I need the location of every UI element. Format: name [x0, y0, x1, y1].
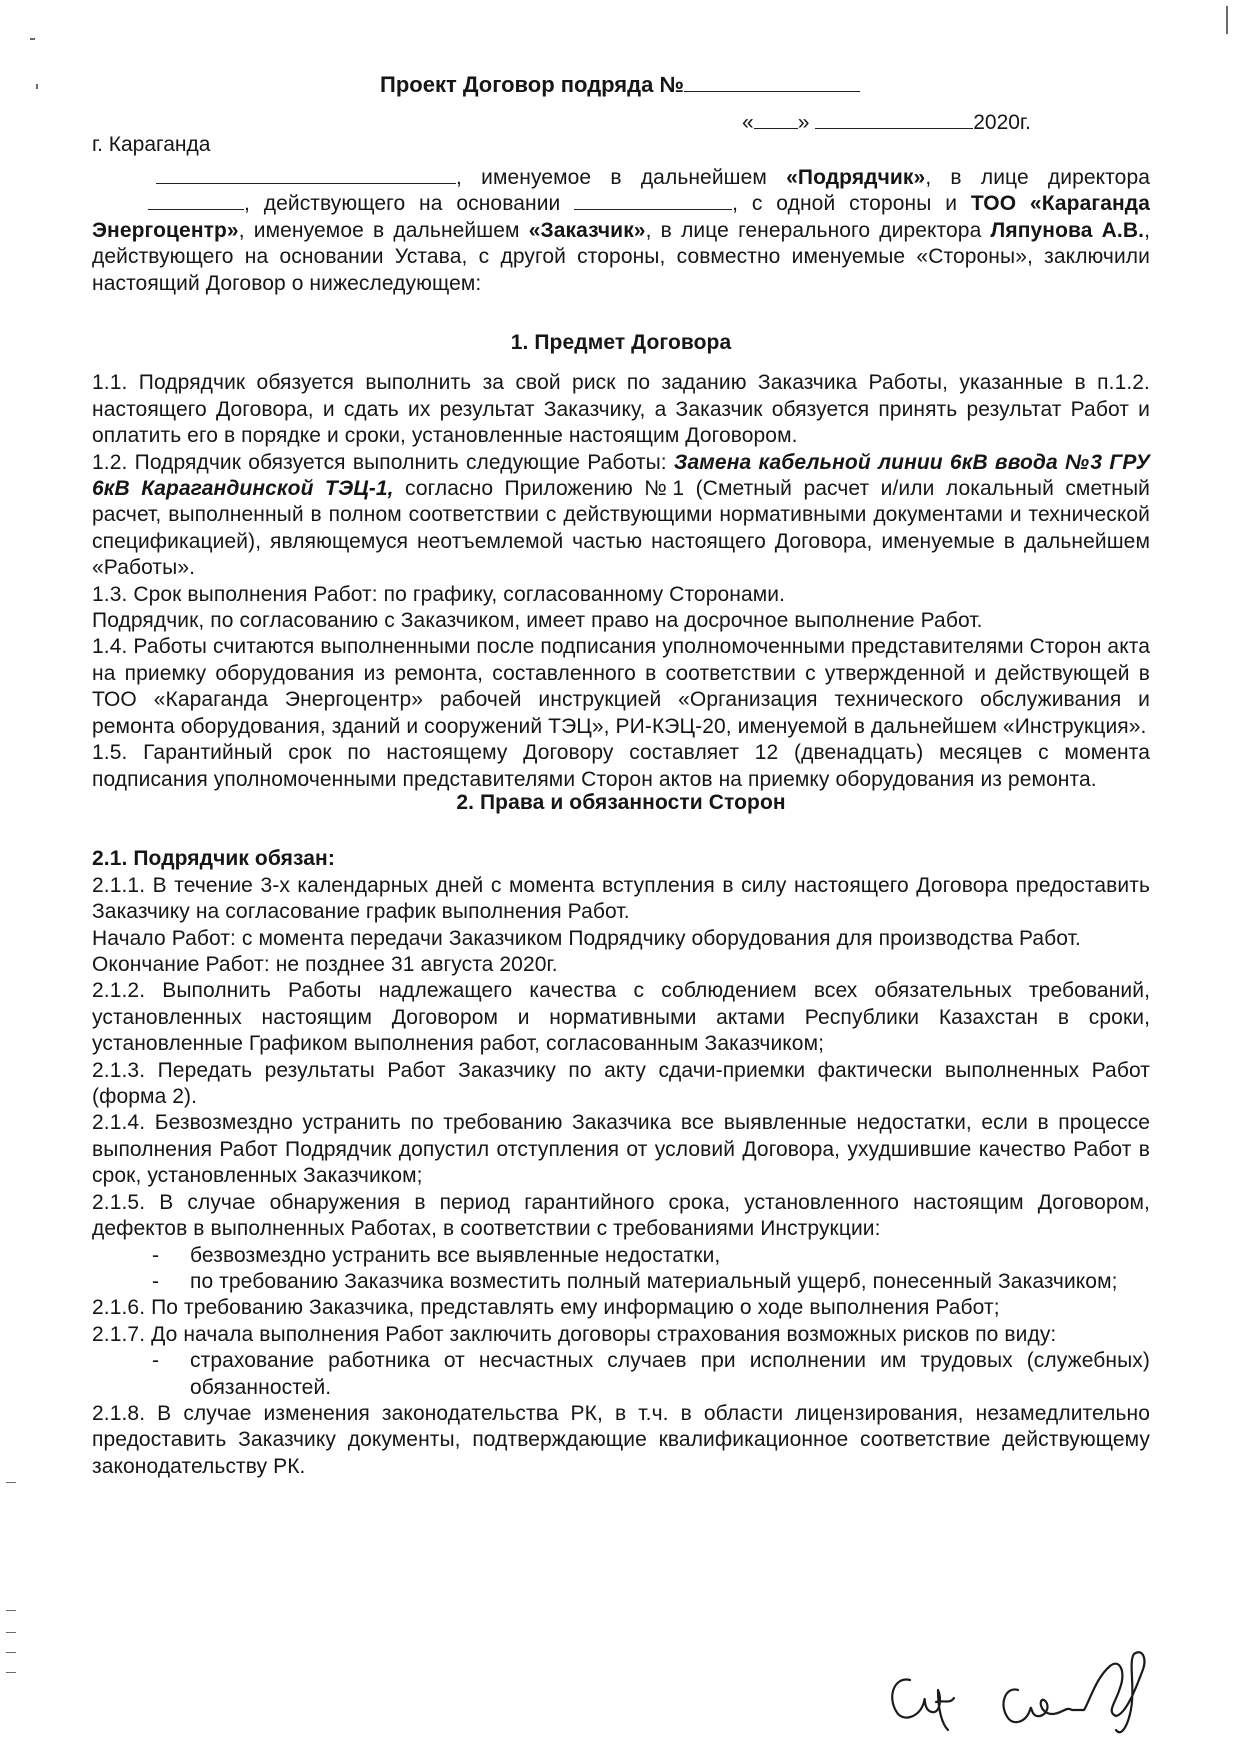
list-item	[92, 1243, 1150, 1269]
bullet-dash: -	[152, 1243, 160, 1267]
director-name: Ляпунова А.В.	[990, 218, 1145, 242]
preamble-text: , именуемое в дальнейшем	[238, 218, 520, 242]
list-item	[92, 1348, 1150, 1401]
bullet-dash: -	[152, 1269, 160, 1293]
list-item-text: страхование работника от несчастных случаев при исполнении им трудовых (служебных) обязанностей.	[190, 1349, 1150, 1399]
clause-2-1-7: 2.1.7. До начала выполнения Работ заключить договоры страхования возможных рисков по виду:	[92, 1322, 1057, 1346]
handwritten-signatures	[880, 1618, 1180, 1738]
clause-1-5: 1.5. Гарантийный срок по настоящему Договору составляет 12 (двенадцать) месяцев с момента подписания уполномоченными представителями Сторон актов на приемку оборудования из ремонта.	[92, 741, 1150, 791]
clause-2-1-4: 2.1.4. Безвозмездно устранить по требованию Заказчика все выявленные недостатки, если в процессе выполнения Работ Подрядчик допустил отступления от условий Договора, ухудшившие качество Работ в срок, установленных Заказчиком;	[92, 1111, 1150, 1188]
bullet-dash: -	[152, 1349, 160, 1373]
signature-1	[892, 1680, 954, 1730]
scan-mark	[6, 1672, 16, 1673]
works-end: Окончание Работ: не позднее 31 августа 2020г.	[92, 953, 558, 977]
section-1	[92, 330, 1150, 793]
clause-text: согласно Приложению №1 (Сметный расчет и/или локальный сметный расчет, выполненный в полном соответствии с действующими нормативными документами и технической спецификацией), являющемуся неотъемлемой частью настоящего Договора, именуемые в дальнейшем «Работы».	[92, 477, 1150, 580]
clause-2-1-2: 2.1.2. Выполнить Работы надлежащего качества с соблюдением всех обязательных требований, установленных настоящим Договором и нормативными актами Республики Казахстан в сроки, установленные Графиком выполнения работ, согласованным Заказчиком;	[92, 979, 1150, 1056]
clause-1-2	[92, 450, 1150, 582]
scan-mark	[30, 38, 35, 40]
director-name-blank	[148, 191, 244, 210]
preamble	[92, 165, 1150, 297]
list-item-text: безвозмездно устранить все выявленные недостатки,	[190, 1243, 721, 1267]
clause-1-4: 1.4. Работы считаются выполненными после подписания уполномоченными представителями Сторон акта на приемку оборудования из ремонта, составленного в соответствии с утвержденной и действующей в ТОО «Караганда Энергоцентр» рабочей инструкцией «Организация технического обслуживания и ремонта оборудования, зданий и сооружений ТЭЦ», РИ-КЭЦ-20, именуемой в дальнейшем «Инструкция».	[92, 635, 1150, 738]
contractor-name-blank	[156, 165, 456, 184]
basis-blank	[574, 191, 732, 210]
customer-role: «Заказчик»	[528, 218, 646, 242]
clause-2-1-1: 2.1.1. В течение 3-х календарных дней с момента вступления в силу настоящего Договора предоставить Заказчику на согласование график выполнения Работ.	[92, 873, 1150, 924]
preamble-text: , действующего на основании	[244, 192, 561, 216]
date-year: 2020г.	[973, 111, 1031, 134]
title-text: Проект Договор подряда №	[380, 72, 684, 97]
works-start: Начало Работ: с момента передачи Заказчиком Подрядчику оборудования для производства Работ.	[92, 926, 1081, 950]
scan-mark	[6, 1610, 16, 1611]
customer-name: ТОО «Караганда Энергоцентр»	[92, 192, 1150, 242]
clause-2-1-8: 2.1.8. В случае изменения законодательства РК, в т.ч. в области лицензирования, незамедлительно предоставить Заказчику документы, подтверждающие квалификационное соответствие действующему законодательству РК.	[92, 1401, 1150, 1478]
clause-text: 1.2. Подрядчик обязуется выполнить следующие Работы:	[92, 450, 667, 474]
contract-number-blank	[684, 73, 860, 92]
clause-1-3: 1.3. Срок выполнения Работ: по графику, согласованному Сторонами.	[92, 582, 786, 606]
clause-2-1-5: 2.1.5. В случае обнаружения в период гарантийного срока, установленного настоящим Договором, дефектов в выполненных Работах, в соответствии с требованиями Инструкции:	[92, 1190, 1150, 1241]
day-blank	[754, 110, 798, 129]
clause-2-1-3: 2.1.3. Передать результаты Работ Заказчику по акту сдачи-приемки фактически выполненных Работ (форма 2).	[92, 1058, 1150, 1109]
contractor-role: «Подрядчик»	[786, 166, 926, 189]
date-open-quote: «	[742, 111, 754, 134]
works-name: Замена кабельной линии 6кВ ввода №3 ГРУ 6кВ Карагандинской ТЭЦ-1,	[92, 450, 1151, 501]
signature-2	[1003, 1652, 1144, 1732]
preamble-text: , с одной стороны и	[732, 192, 958, 216]
section-2	[92, 790, 1150, 1480]
date-close-quote: »	[797, 111, 810, 134]
scan-mark	[6, 1482, 16, 1483]
preamble-text: , в лице директора	[925, 166, 1150, 189]
scan-mark	[6, 1652, 16, 1653]
section-2-title: 2. Права и обязанности Сторон	[456, 791, 786, 814]
scan-mark	[1226, 6, 1228, 34]
list-item	[92, 1269, 1150, 1295]
list-item-text: по требованию Заказчика возместить полный материальный ущерб, понесенный Заказчиком;	[190, 1269, 1118, 1293]
preamble-text: , именуемое в дальнейшем	[456, 166, 767, 189]
month-blank	[815, 110, 973, 129]
clause-1-1: 1.1. Подрядчик обязуется выполнить за свой риск по заданию Заказчика Работы, указанные в п.1.2. настоящего Договора, и сдать их результат Заказчику, а Заказчик обязуется принять результат Работ и оплатить его в порядке и сроки, установленные настоящим Договором.	[92, 371, 1150, 448]
clause-1-3-note: Подрядчик, по согласованию с Заказчиком, имеет право на досрочное выполнение Работ.	[92, 609, 983, 633]
document-title	[0, 72, 1240, 98]
contract-date	[742, 110, 1031, 135]
preamble-text: , действующего на основании Устава, с другой стороны, совместно именуемые «Стороны», заключили настоящий Договор о нижеследующем:	[92, 218, 1150, 295]
clause-2-1-6: 2.1.6. По требованию Заказчика, представлять ему информацию о ходе выполнения Работ;	[92, 1296, 1000, 1320]
scan-mark	[6, 1632, 16, 1633]
section-1-title: 1. Предмет Договора	[510, 331, 732, 354]
subsection-2-1-title: 2.1. Подрядчик обязан:	[92, 847, 335, 871]
city: г. Караганда	[92, 133, 211, 156]
preamble-text: , в лице генерального директора	[645, 218, 982, 242]
